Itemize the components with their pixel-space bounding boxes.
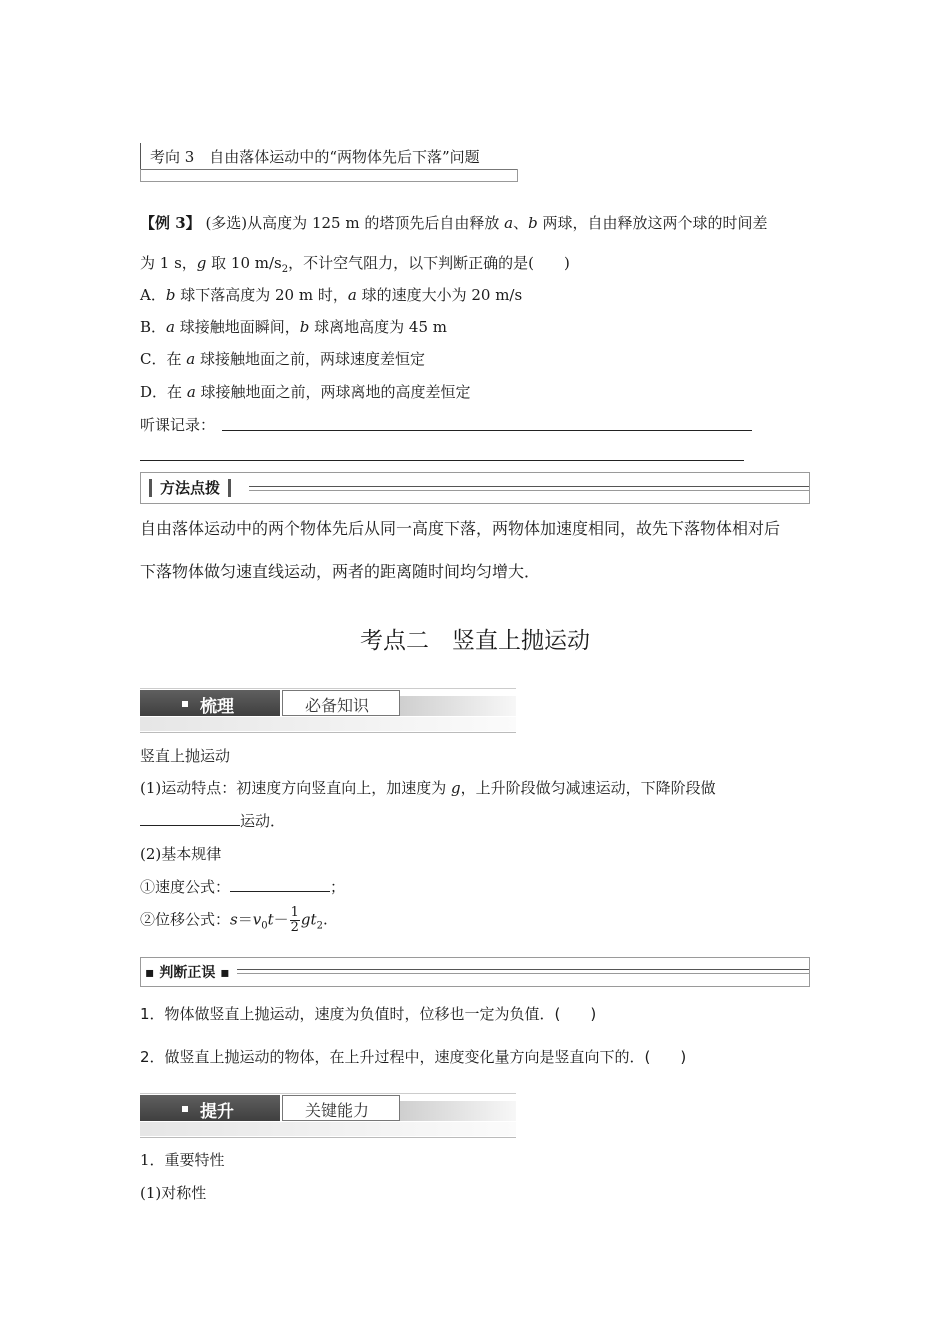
- judge-q1: 1．物体做竖直上抛运动，速度为负值时，位移也一定为负值．( ): [140, 1005, 597, 1023]
- example-stem-line2: 为 1 s，g 取 10 $m/s_2$，不计空气阻力，以下判断正确的是( ): [140, 254, 570, 275]
- banner-improve-light: 关键能力: [305, 1101, 370, 1120]
- knowledge-line3: (2)基本规律: [140, 845, 222, 863]
- knowledge-line2: 运动．: [140, 810, 285, 831]
- method-text-2: 下落物体做匀速直线运动，两者的距离随时间均匀增大．: [140, 562, 541, 581]
- knowledge-heading: 竖直上抛运动: [140, 747, 231, 765]
- ability-heading: 1．重要特性: [140, 1151, 225, 1169]
- square-icon: [182, 701, 188, 707]
- method-label: 方法点拨: [149, 479, 231, 497]
- notes-line-2[interactable]: [140, 460, 744, 461]
- section-header-title: 考向 3 自由落体运动中的“两物体先后下落”问题: [150, 148, 480, 166]
- method-box: [140, 472, 810, 504]
- banner-review-dark: 梳理: [200, 697, 234, 717]
- method-text-1: 自由落体运动中的两个物体先后从同一高度下落，两物体加速度相同，故先下落物体相对后: [140, 519, 781, 538]
- option-b: B．a 球接触地面瞬间，b 球离地高度为 45 m: [140, 318, 447, 336]
- bullet-icon: ▪: [145, 965, 160, 981]
- knowledge-line1: (1)运动特点：初速度方向竖直向上，加速度为 g，上升阶段做匀减速运动，下降阶段做: [140, 779, 716, 797]
- banner-improve: [140, 1093, 516, 1139]
- example-multi: (多选): [205, 214, 248, 232]
- option-c: C．在 a 球接触地面之前，两球速度差恒定: [140, 350, 425, 368]
- banner-review: [140, 688, 516, 734]
- notes-label: 听课记录：: [140, 416, 216, 434]
- example-stem-line1: 【例 3】 (多选)从高度为 125 m 的塔顶先后自由释放 a、b 两球，自由释放这两个球的时间差: [140, 214, 768, 232]
- banner-review-light: 必备知识: [305, 696, 370, 715]
- option-d: D．在 a 球接触地面之前，两球离地的高度差恒定: [140, 383, 471, 401]
- banner-improve-dark: 提升: [200, 1102, 234, 1122]
- fill-blank-2[interactable]: [230, 877, 330, 892]
- fill-blank-1[interactable]: [140, 811, 240, 826]
- section-header-box: [140, 143, 518, 183]
- knowledge-line5: ②位移公式：$s=v_0t-$ $\frac{1}{2}$ $gt_2$.: [140, 905, 328, 935]
- ability-subheading: (1)对称性: [140, 1184, 207, 1202]
- fraction-half: $\frac{1}{2}$: [290, 905, 299, 935]
- knowledge-line4: ①速度公式： ；: [140, 878, 346, 896]
- judge-box: ▪ 判断正误 ▪: [140, 957, 810, 987]
- option-a: A．b 球下落高度为 20 m 时，a 球的速度大小为 20 m/s: [140, 286, 523, 304]
- point-title: 考点二 竖直上抛运动: [360, 628, 590, 654]
- square-icon: [182, 1106, 188, 1112]
- judge-q2: 2．做竖直上抛运动的物体，在上升过程中，速度变化量方向是竖直向下的．( ): [140, 1048, 687, 1066]
- notes-line-1[interactable]: [222, 430, 752, 431]
- judge-label: 判断正误: [159, 965, 216, 981]
- example-tag: 【例 3】: [140, 214, 201, 232]
